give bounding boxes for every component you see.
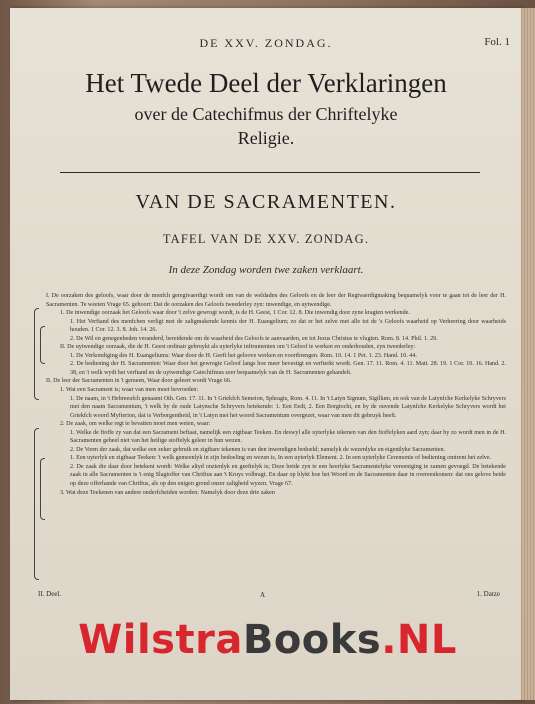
bracket-decoration xyxy=(40,326,45,364)
body-entry: 3. Wat deze Teekenen van andere onderfcheiden worden: Namelyk door deze drie zaken xyxy=(60,489,275,496)
signature-mark: A xyxy=(260,591,266,599)
body-entry: 1. Welke de ftoffe zy van dat een Sacrament beftaat, namelijk een zigtbaar Teeken. En deswyl alle uyterlyke tekenen van den ftoffelyken aard zyn; daar by zo wordt men in de H. Sacramenten geheel niet van het heilige stoffelyk geleer in hun wezen. xyxy=(70,429,506,445)
body-entry: 1. De Verkondiging des H. Euangeliums: Waar door de H. Geeft het geloove werken en voortbrengen. Rom. 10. 14. 1 Pet. 1. 23. Hand. 10. 44. xyxy=(70,352,417,359)
body-entry: 2. De zaak die daar door betekent wordt: Welke altyd onzienlyk en geeftelyk is; Deze beide zyn te een heerlyke Sacramentelyke vereeniging te zamen gevoegd. De betekende zaak in alle Sacramenten is 't enig Slagtoffer van Chriftus aan 't Kruys volbragt. En daar op blykt hoe het Woord en de Sacramenten daar in overeenkomen: dat ons gelove beide op deze offerhande van Chriftus, als op den enigen grond onzer zaligheid wyzen. Vrage 67. xyxy=(70,463,506,488)
table-title: TAFEL VAN DE XXV. ZONDAG. xyxy=(162,232,370,246)
body-entry: 2. De zaak, om welke regt te bevatten moet men weten, waar: xyxy=(60,421,211,428)
body-text xyxy=(46,292,506,588)
body-entry: II. De leer der Sacramenten in 't gemeen, Waar door geleert wordt Vrage 66. xyxy=(46,378,232,385)
main-title-line-1: Het Twede Deel der Verklaringen xyxy=(85,68,447,98)
body-entry: 2. De Wil en genegenheden veranderd, bereidende om de waarheid des Geloofs te aanvaarden, en tot Jezus Christus te vlugten. Rom. 8. 14. Phil. 1. 29. xyxy=(70,335,438,342)
running-head: DE XXV. ZONDAG. xyxy=(199,36,333,50)
body-entry: 2. De bediening der H. Sacramenten: Waar door het gewrogte Geloof langs hoe meer bevestigt en verfterkt wordt. Gen. 17. 11. Rom. 4. 11. Matt. 28. 19. 1 Cor. 10. 16. Hand. 2. 38, en 't welk wydt het verftand en de uytwendige Catechifmus zeer bequamelyk van de H. Sacramenten gehandelt. xyxy=(70,361,506,376)
body-entry: 1. Het Verftand des menfchen verligt met de zaligmakende kennis der H. Euangelium; zo dat er het zelve met alle tot de 's Geloofs waarheid op Verheering door waarheids houden. 1 Cor. 12. 3. 8. Joh. 14. 26. xyxy=(70,318,506,334)
watermark-logo xyxy=(0,618,535,662)
body-entry: II. De uytwendige oorzaak, die de H. Geest ordinair gebruykt als uyterlyke inftrumenten om 't Geloof te werken en onderhouden, zyn tweederley: xyxy=(60,344,416,351)
body-entry: 2. De Vorm der zaak, dat welke een zeker gebruik en zigtbare tekenen is van den inwendigen bedoeld; namelyk de wezenlyke en eigentlyke Sacramenten. xyxy=(70,446,446,453)
page-edges xyxy=(521,8,535,700)
signature-left: II. Deel. xyxy=(38,590,62,598)
main-title xyxy=(30,68,502,150)
title-rule xyxy=(60,172,480,173)
body-entry: I. De oorzaken des geloofs, waar door de menfch geregtvaerdigt wordt om van de weldaden des Geloofs en de leer der Regtvaerdigmaking bequamelyk voor te gaan tot de leer der H. Sacramenten. Te weeten Vrage 65. gehoort: Dat de oorzaken des Geloofs tweederley zyn: inwendige, en uytwendige. xyxy=(46,293,506,308)
intro-line: In deze Zondag worden twe zaken verklaart. xyxy=(168,264,364,276)
bracket-decoration xyxy=(40,458,45,520)
bracket-decoration xyxy=(34,308,39,400)
bracket-decoration xyxy=(34,428,39,580)
watermark-part-3: .NL xyxy=(381,617,457,663)
folio-number: Fol. 1 xyxy=(484,36,510,48)
watermark-part-2: Books xyxy=(242,617,382,663)
body-entry: 1. Wat een Sacrament is; waar van men moet bevroeden: xyxy=(60,387,199,394)
body-entry: 1. De naam, in 't Hebreeufch genaamt Oth. Gen. 17. 11. In 't Griekfch Semeion, Sphragis, Rom. 4. 11. In 't Latyn Signum, Sigillum, en ook van de Latynfche Kerkelyke Schryvers met den naam Sacramentum, 't welk by de oude Latynsche Schryvers betekende: 1. Een Eedt, 2. Een Borgtocht, en by de ouvende Latynfche Kerkelyke Schryvers wordt het Griekfch woord Myfterion, dat is Verborgentheid, in 't Latyn met het woord Sacramentum overgezet, waar van men dit gebruyk heeft. xyxy=(70,395,506,419)
body-entry: 1. De inwendige oorzaak het Geloofs waar door 't zelve gewrogt wordt, is de H. Geest, 1 Cor. 12. 8. Die inwendig door zyne kragten werkende. xyxy=(60,310,410,317)
section-title: VAN DE SACRAMENTEN. xyxy=(135,191,397,213)
main-title-line-2: over de Catechifmus der Chriftelyke xyxy=(134,104,398,124)
watermark-part-1: Wilstra xyxy=(78,617,243,663)
main-title-line-3: Religie. xyxy=(237,128,295,148)
catchword: 1. Datze xyxy=(476,590,500,598)
book-page xyxy=(10,8,522,700)
body-entry: 1. Een uyterlyk en zigtbaar Teeken: 't welk gemeenlyk in zijn bedoeling en wezen is, In een uyterlyk Element. 2. In een uyterlyke Ceremonie of bediening omtrent het zelve. xyxy=(70,455,492,462)
